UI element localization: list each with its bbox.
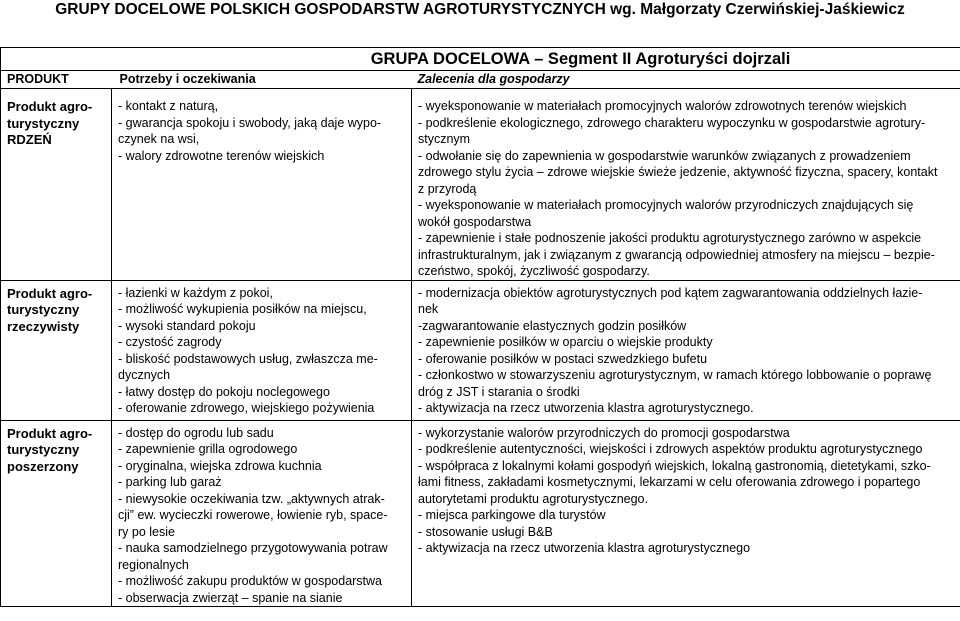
needs-list-line: - gwarancja spokoju i swobody, jaką daje wypo- [118,115,382,130]
recommendations-list-line: - wykorzystanie walorów przyrodniczych do promocji gospodarstwa [418,425,790,440]
recommendations-list-line: - członkostwo w stowarzyszeniu agroturystycznym, w ramach którego lobbowanie o poprawę [418,368,932,382]
recommendations-list-line: - odwołanie się do zapewnienia w gospodarstwie warunków związanych z prowadzeniem [418,148,911,163]
needs-list-line: ry po lesie [118,524,175,539]
product-label-line: Produkt agro- [7,425,93,441]
recommendations-list-line: stycznym [418,132,471,146]
product-label [1,94,112,280]
needs-list-line: cji” ew. wycieczki rowerowe, łowienie ryb, space- [118,508,388,522]
needs-list-line: - możliwość zakupu produktów w gospodarstwa [118,574,383,588]
segment-title: GRUPA DOCELOWA – Segment II Agroturyści dojrzali [1,48,960,71]
product-label-line: rzeczywisty [7,318,80,334]
recommendations-list [412,280,960,420]
needs-list-line: - niewysokie oczekiwania tzw. „aktywnych atrak- [118,491,385,506]
needs-list-line: - dostęp do ogrodu lub sadu [118,425,274,440]
recommendations-list-line: - stosowanie usługi B&B [418,524,553,539]
needs-list-line: - czystość zagrody [118,335,222,349]
needs-list-line: - walory zdrowotne terenów wiejskich [118,148,325,163]
recommendations-list-line: czeństwo, spokój, życzliwość gospodarzy. [418,264,650,278]
recommendations-list-line: z przyrodą [418,181,477,196]
recommendations-list-line: - modernizacja obiektów agroturystycznych pod kątem zagwarantowania oddzielnych łazie- [418,285,923,300]
needs-list-line: regionalnych [118,557,189,572]
product-label-line: turystyczny [7,442,80,457]
needs-list [112,94,412,280]
header-row [1,71,960,89]
recommendations-list-line: - zapewnienie i stałe podnoszenie jakości produktu agroturystycznego zarówno w aspekcie [418,231,922,245]
recommendations-list-line: - podkreślenie ekologicznego, zdrowego charakteru wypoczynku w gospodarstwie agrotury- [418,115,926,130]
header-needs: Potrzeby i oczekiwania [112,71,412,89]
segment-title-row [1,48,960,71]
product-row-core [1,94,960,280]
needs-list-line: - bliskość podstawowych usług, zwłaszcza me- [118,351,378,366]
needs-list-line: - oferowanie zdrowego, wiejskiego pożywienia [118,401,375,415]
recommendations-list-line: - wyeksponowanie w materiałach promocyjnych walorów zdrowotnych terenów wiejskich [418,99,907,113]
recommendations-list-line: infrastrukturalnym, jak i związanym z gwarancją odpowiedniej atmosfery na miejscu – bezpie- [418,247,935,262]
product-label [1,420,112,607]
target-group-table [0,47,960,607]
needs-list-line: dycznych [118,368,171,382]
needs-list-line: - kontakt z naturą, [118,99,219,113]
recommendations-list-line: - aktywizacja na rzecz utworzenia klastra agroturystycznego [418,541,751,555]
needs-list-line: - łazienki w każdym z pokoi, [118,285,273,300]
needs-list-line: - parking lub garaż [118,475,222,489]
product-label [1,280,112,420]
recommendations-list [412,420,960,607]
needs-list-line: - oryginalna, wiejska zdrowa kuchnia [118,458,322,473]
needs-list [112,280,412,420]
needs-list-line: czynek na wsi, [118,132,200,146]
needs-list-line: - nauka samodzielnego przygotowywania potraw [118,541,388,555]
recommendations-list [412,94,960,280]
product-row-augmented [1,420,960,607]
product-label-line: turystyczny [7,302,80,317]
recommendations-list-line: - oferowanie posiłków w postaci szwedzkiego bufetu [418,351,708,366]
recommendations-list-line: - zapewnienie posiłków w oparciu o wiejskie produkty [418,335,713,349]
recommendations-list-line: - aktywizacja na rzecz utworzenia klastra agroturystycznego. [418,401,754,415]
recommendations-list-line: dróg z JST i starania o środki [418,384,580,399]
recommendations-list-line: łami fitness, zakładami kosmetycznymi, lekarzami w celu oferowania zdrowego i popartego [418,475,921,489]
recommendations-list-line: zdrowego stylu życia – zdrowe wiejskie świeże jedzenie, aktywność fizyczna, spacery, kontakt [418,165,938,179]
header-product: PRODUKT [1,71,112,89]
recommendations-list-line: -zagwarantowanie elastycznych godzin posiłków [418,318,687,333]
recommendations-list-line: - podkreślenie autentyczności, wiejskości i zdrowych aspektów produktu agroturystycznego [418,442,923,456]
recommendations-list-line: - współpraca z lokalnymi kołami gospodyń wiejskich, lokalną gastronomią, dietetykami, szko- [418,458,931,473]
page-title: GRUPY DOCELOWE POLSKICH GOSPODARSTW AGROTURYSTYCZNYCH wg. Małgorzaty Czerwińskiej-Jaśkiewicz [55,1,905,18]
needs-list [112,420,412,607]
product-label-line: Produkt agro- [7,99,93,114]
needs-list-line: - obserwacja zwierząt – spanie na sianie [118,590,343,605]
product-label-line: RDZEŃ [7,132,52,147]
recommendations-list-line: wokół gospodarstwa [418,214,532,229]
needs-list-line: - łatwy dostęp do pokoju noclegowego [118,384,330,399]
needs-list-line: - możliwość wykupienia posiłków na miejscu, [118,302,367,316]
product-rows [1,94,960,607]
product-label-line: turystyczny [7,115,80,131]
needs-list-line: - wysoki standard pokoju [118,318,256,333]
header-recommendations: Zalecenia dla gospodarzy [412,71,960,89]
recommendations-list-line: - wyeksponowanie w materiałach promocyjnych walorów przyrodniczych znajdujących się [418,198,914,212]
product-row-actual [1,280,960,420]
product-label-line: poszerzony [7,458,79,474]
recommendations-list-line: autorytetami produktu agroturystycznego. [418,491,648,506]
product-label-line: Produkt agro- [7,285,93,301]
recommendations-list-line: - miejsca parkingowe dla turystów [418,508,606,522]
recommendations-list-line: nek [418,302,439,316]
needs-list-line: - zapewnienie grilla ogrodowego [118,442,298,456]
